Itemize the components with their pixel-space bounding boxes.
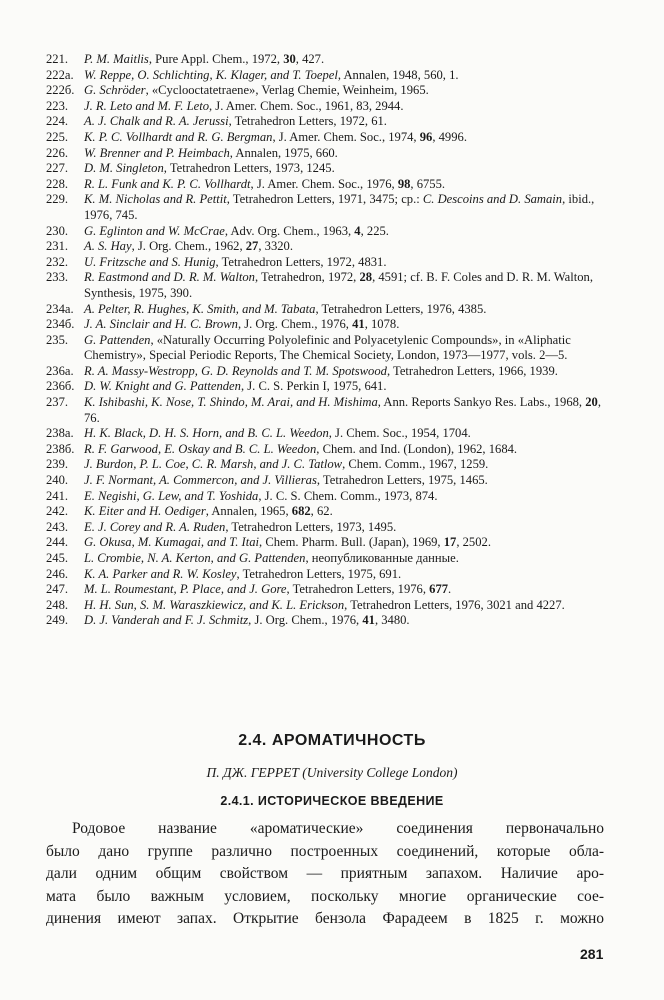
reference-number: 240. bbox=[46, 473, 69, 488]
reference-text bbox=[84, 130, 467, 144]
reference-volume: 20 bbox=[585, 395, 598, 410]
reference-citation: , Tetrahedron Letters, 1972, 4831. bbox=[215, 254, 387, 269]
reference-number: 221. bbox=[46, 52, 69, 66]
reference-authors: R. L. Funk and K. P. C. Vollhardt bbox=[84, 176, 251, 191]
reference-authors: G. Eglinton and W. McCrae bbox=[84, 223, 225, 238]
body-line: дали одним общим свойством — приятным запахом. Наличие аро- bbox=[46, 865, 604, 882]
reference-text bbox=[84, 457, 488, 471]
reference-text bbox=[84, 52, 324, 66]
reference-text bbox=[84, 489, 438, 503]
reference-authors: G. Okusa, M. Kumagai, and T. Itai bbox=[84, 535, 260, 550]
reference-item bbox=[46, 52, 618, 68]
reference-text bbox=[84, 83, 429, 97]
reference-citation: , J. Amer. Chem. Soc., 1974, bbox=[272, 129, 420, 144]
reference-item bbox=[46, 582, 618, 598]
reference-citation: , J. Org. Chem., 1962, bbox=[131, 239, 246, 254]
reference-item bbox=[46, 83, 618, 99]
reference-item bbox=[46, 99, 618, 115]
reference-number: 241. bbox=[46, 488, 69, 503]
reference-number: 234a. bbox=[46, 301, 74, 316]
reference-text bbox=[84, 192, 594, 222]
reference-volume: 4 bbox=[354, 223, 361, 238]
reference-item bbox=[46, 333, 618, 364]
reference-citation: , Annalen, 1975, 660. bbox=[229, 145, 338, 160]
reference-authors: H. H. Sun, S. M. Waraszkiewicz, and K. L. Erickson bbox=[84, 597, 345, 612]
reference-number: 222a. bbox=[46, 67, 74, 82]
reference-item bbox=[46, 504, 618, 520]
reference-number: 227. bbox=[46, 161, 69, 176]
reference-text bbox=[84, 582, 451, 596]
reference-authors: G. Schröder bbox=[84, 83, 146, 98]
reference-text bbox=[84, 598, 565, 612]
reference-number: 248. bbox=[46, 597, 69, 612]
reference-text bbox=[84, 317, 399, 331]
reference-item bbox=[46, 364, 618, 380]
reference-item bbox=[46, 192, 618, 223]
body-line: Родовое название «ароматические» соединения первоначально bbox=[72, 820, 604, 837]
reference-authors: W. Reppe, O. Schlichting, K. Klager, and T. Toepel bbox=[84, 67, 338, 82]
reference-citation: , 2502. bbox=[456, 535, 491, 550]
reference-authors: K. Eiter and H. Oediger bbox=[84, 504, 206, 519]
reference-text bbox=[84, 333, 571, 363]
reference-item bbox=[46, 520, 618, 536]
reference-text bbox=[84, 520, 396, 534]
reference-number: 233. bbox=[46, 270, 69, 285]
reference-authors: D. W. Knight and G. Pattenden bbox=[84, 379, 241, 394]
reference-volume: 30 bbox=[283, 52, 296, 66]
reference-citation: , J. C. S. Chem. Comm., 1973, 874. bbox=[258, 488, 438, 503]
reference-text bbox=[84, 270, 593, 300]
reference-citation: , 1078. bbox=[364, 317, 400, 332]
reference-text bbox=[84, 535, 491, 549]
reference-number: 238б. bbox=[46, 441, 75, 456]
reference-number: 244. bbox=[46, 535, 69, 550]
reference-item bbox=[46, 598, 618, 614]
reference-citation: , Annalen, 1965, bbox=[205, 504, 292, 519]
reference-volume: 96 bbox=[419, 129, 433, 144]
reference-citation: , J. Org. Chem., 1976, bbox=[248, 613, 363, 628]
reference-authors: R. A. Massy-Westropp, G. D. Reynolds and T. M. Spotswood bbox=[84, 363, 387, 378]
reference-citation: , Annalen, 1948, 560, 1. bbox=[337, 67, 459, 82]
reference-item bbox=[46, 114, 618, 130]
reference-text bbox=[84, 161, 335, 175]
reference-text bbox=[84, 364, 558, 378]
reference-citation: , 62. bbox=[310, 504, 333, 519]
reference-text bbox=[84, 567, 401, 581]
author-affiliation: (University College London) bbox=[302, 765, 458, 780]
body-line: динения имеют запах. Открытие бензола Фарадеем в 1825 г. можно bbox=[46, 910, 604, 927]
reference-item bbox=[46, 270, 618, 301]
reference-number: 237. bbox=[46, 395, 69, 410]
reference-list bbox=[46, 52, 618, 629]
reference-volume: 677 bbox=[429, 582, 449, 597]
reference-item bbox=[46, 317, 618, 333]
reference-authors: A. S. Hay bbox=[84, 239, 132, 254]
reference-authors: L. Crombie, N. A. Kerton, and G. Pattenden bbox=[84, 551, 306, 565]
body-paragraph bbox=[46, 818, 604, 931]
reference-item bbox=[46, 224, 618, 240]
reference-text bbox=[84, 551, 459, 565]
reference-citation: , J. Org. Chem., 1976, bbox=[237, 317, 353, 332]
reference-volume: 98 bbox=[397, 176, 411, 191]
reference-citation: , Tetrahedron Letters, 1976, 4385. bbox=[315, 301, 487, 316]
reference-authors: A. J. Chalk and R. A. Jerussi bbox=[84, 114, 229, 129]
reference-item bbox=[46, 302, 618, 318]
page-number: 281 bbox=[580, 946, 604, 962]
reference-text bbox=[84, 224, 389, 238]
reference-volume: 17 bbox=[443, 535, 457, 550]
reference-volume: 682 bbox=[291, 504, 311, 519]
reference-item bbox=[46, 535, 618, 551]
reference-volume: 28 bbox=[359, 270, 373, 285]
reference-authors: E. J. Corey and R. A. Ruden bbox=[84, 519, 226, 534]
author-line bbox=[0, 765, 664, 781]
reference-number: 245. bbox=[46, 551, 69, 565]
reference-item bbox=[46, 551, 618, 567]
reference-number: 243. bbox=[46, 519, 69, 534]
reference-text bbox=[84, 177, 445, 191]
reference-authors: J. Burdon, P. L. Coe, C. R. Marsh, and J. C. Tatlow bbox=[84, 457, 343, 472]
reference-item bbox=[46, 489, 618, 505]
reference-authors: J. F. Normant, A. Commercon, and J. Villieras bbox=[84, 473, 317, 488]
reference-volume: 41 bbox=[362, 613, 375, 628]
reference-number: 225. bbox=[46, 129, 69, 144]
reference-citation: , Adv. Org. Chem., 1963, bbox=[224, 223, 355, 238]
reference-item bbox=[46, 177, 618, 193]
reference-item bbox=[46, 161, 618, 177]
reference-authors: K. A. Parker and R. W. Kosley bbox=[84, 566, 237, 581]
reference-citation: , 427. bbox=[295, 52, 325, 66]
reference-citation: , «Naturally Occurring Polyolefinic and Polyacetylenic Compounds», in «Aliphatic Chemistry», Special Periodic Reports, The Chemical Society, London, 1973—1977, vols. 2—5. bbox=[84, 332, 571, 363]
reference-authors: M. L. Roumestant, P. Place, and J. Gore bbox=[84, 582, 287, 597]
reference-citation: , Tetrahedron Letters, 1972, 61. bbox=[228, 114, 387, 129]
reference-number: 239. bbox=[46, 457, 69, 472]
reference-citation: , 6755. bbox=[410, 176, 446, 191]
reference-number: 234б. bbox=[46, 317, 75, 332]
reference-authors: R. F. Garwood, E. Oskay and B. C. L. Weedon bbox=[84, 441, 317, 456]
reference-citation: , J. C. S. Perkin I, 1975, 641. bbox=[240, 379, 387, 394]
subsection-heading: 2.4.1. ИСТОРИЧЕСКОЕ ВВЕДЕНИЕ bbox=[220, 794, 444, 808]
reference-citation: , Tetrahedron Letters, 1976, bbox=[286, 582, 430, 597]
reference-text bbox=[84, 395, 601, 425]
reference-text bbox=[84, 146, 338, 160]
reference-citation: , J. Amer. Chem. Soc., 1976, bbox=[250, 176, 398, 191]
reference-authors: W. Brenner and P. Heimbach bbox=[84, 145, 230, 160]
reference-number: 226. bbox=[46, 145, 69, 160]
reference-citation: , Tetrahedron, 1972, bbox=[254, 270, 360, 285]
reference-citation: , J. Amer. Chem. Soc., 1961, 83, 2944. bbox=[209, 98, 404, 113]
reference-citation: , Tetrahedron Letters, 1966, 1939. bbox=[386, 363, 558, 378]
reference-authors: K. P. C. Vollhardt and R. G. Bergman bbox=[84, 129, 273, 144]
reference-text bbox=[84, 255, 387, 269]
reference-number: 230. bbox=[46, 223, 69, 238]
reference-citation: , 4591; cf. B. F. Coles and D. R. M. Walton, Synthesis, 1975, 390. bbox=[84, 270, 593, 300]
reference-text bbox=[84, 442, 517, 456]
reference-item bbox=[46, 442, 618, 458]
reference-item bbox=[46, 613, 618, 629]
reference-volume: 41 bbox=[352, 317, 365, 332]
reference-item bbox=[46, 567, 618, 583]
reference-citation: , Tetrahedron Letters, 1976, 3021 and 4227. bbox=[344, 597, 565, 612]
reference-text bbox=[84, 613, 410, 627]
reference-authors: G. Pattenden bbox=[84, 332, 151, 347]
reference-authors: H. K. Black, D. H. S. Horn, and B. C. L. Weedon bbox=[84, 426, 329, 441]
reference-item bbox=[46, 146, 618, 162]
reference-authors: A. Pelter, R. Hughes, K. Smith, and M. Tabata bbox=[84, 301, 316, 316]
reference-item bbox=[46, 68, 618, 84]
body-line: мата было важным условием, поскольку многие органические сое- bbox=[46, 887, 604, 905]
reference-number: 222б. bbox=[46, 83, 75, 98]
reference-citation: , 225. bbox=[360, 223, 389, 238]
reference-text bbox=[84, 426, 471, 440]
reference-citation: . bbox=[448, 582, 452, 597]
reference-authors: R. Eastmond and D. R. M. Walton bbox=[84, 270, 255, 285]
reference-number: 229. bbox=[46, 192, 69, 207]
reference-item bbox=[46, 130, 618, 146]
reference-number: 224. bbox=[46, 114, 69, 129]
reference-number: 228. bbox=[46, 176, 69, 191]
reference-authors: K. M. Nicholas and R. Pettit bbox=[84, 192, 227, 207]
reference-citation: , 3480. bbox=[374, 613, 410, 628]
reference-citation: , ibid., 1976, 745. bbox=[84, 192, 595, 222]
reference-number: 223. bbox=[46, 98, 69, 113]
reference-citation: , 4996. bbox=[432, 129, 467, 144]
reference-number: 236б. bbox=[46, 379, 75, 394]
reference-authors: C. Descoins and D. Samain bbox=[422, 192, 563, 207]
reference-text bbox=[84, 68, 459, 82]
reference-item bbox=[46, 255, 618, 271]
reference-item bbox=[46, 239, 618, 255]
reference-citation: , Ann. Reports Sankyo Res. Labs., 1968, bbox=[377, 395, 586, 410]
reference-citation: , Tetrahedron Letters, 1973, 1245. bbox=[163, 161, 335, 176]
reference-citation: , 76. bbox=[84, 395, 601, 425]
reference-text bbox=[84, 114, 387, 128]
reference-authors: E. Negishi, G. Lew, and T. Yoshida bbox=[84, 488, 259, 503]
reference-authors: P. M. Maitlis bbox=[84, 52, 149, 66]
reference-authors: D. J. Vanderah and F. J. Schmitz bbox=[84, 613, 249, 628]
body-line: было дано группе различно построенных соединений, которые обла- bbox=[46, 842, 604, 860]
reference-text bbox=[84, 473, 488, 487]
reference-authors: J. A. Sinclair and H. C. Brown bbox=[84, 317, 238, 332]
reference-citation: , 3320. bbox=[258, 239, 293, 254]
section-heading: 2.4. АРОМАТИЧНОСТЬ bbox=[238, 732, 426, 749]
reference-number: 246. bbox=[46, 566, 69, 581]
reference-item bbox=[46, 473, 618, 489]
reference-citation: , Chem. Comm., 1967, 1259. bbox=[342, 457, 489, 472]
reference-text bbox=[84, 504, 333, 518]
reference-citation: , «Cyclooctatetraene», Verlag Chemie, Weinheim, 1965. bbox=[145, 83, 429, 98]
reference-citation: , Tetrahedron Letters, 1971, 3475; ср.: bbox=[226, 192, 423, 207]
reference-item bbox=[46, 379, 618, 395]
reference-authors: J. R. Leto and M. F. Leto bbox=[84, 98, 209, 113]
reference-item bbox=[46, 457, 618, 473]
reference-citation: , Tetrahedron Letters, 1973, 1495. bbox=[225, 519, 397, 534]
reference-number: 238a. bbox=[46, 426, 74, 441]
reference-item bbox=[46, 395, 618, 426]
reference-citation: , Pure Appl. Chem., 1972, bbox=[148, 52, 284, 66]
reference-citation: , Tetrahedron Letters, 1975, 1465. bbox=[316, 473, 488, 488]
reference-text bbox=[84, 99, 404, 113]
author-name: П. ДЖ. ГЕРРЕТ bbox=[206, 765, 299, 780]
reference-authors: U. Fritzsche and S. Hunig bbox=[84, 254, 216, 269]
reference-volume: 27 bbox=[245, 239, 259, 254]
reference-citation: , Chem. Pharm. Bull. (Japan), 1969, bbox=[259, 535, 444, 550]
reference-number: 231. bbox=[46, 239, 69, 254]
reference-authors: D. M. Singleton bbox=[84, 161, 164, 176]
reference-number: 235. bbox=[46, 332, 69, 347]
reference-number: 236a. bbox=[46, 363, 74, 378]
reference-number: 247. bbox=[46, 582, 69, 597]
reference-item bbox=[46, 426, 618, 442]
reference-citation: , J. Chem. Soc., 1954, 1704. bbox=[328, 426, 471, 441]
reference-number: 242. bbox=[46, 504, 69, 519]
reference-number: 249. bbox=[46, 613, 69, 628]
reference-citation: , неопубликованные данные. bbox=[305, 551, 459, 565]
reference-text bbox=[84, 302, 486, 316]
reference-number: 232. bbox=[46, 254, 69, 269]
reference-citation: , Tetrahedron Letters, 1975, 691. bbox=[236, 566, 402, 581]
reference-text bbox=[84, 239, 293, 253]
reference-citation: , Chem. and Ind. (London), 1962, 1684. bbox=[316, 441, 518, 456]
reference-authors: K. Ishibashi, K. Nose, T. Shindo, M. Arai, and H. Mishima bbox=[84, 395, 378, 410]
reference-text bbox=[84, 379, 387, 393]
